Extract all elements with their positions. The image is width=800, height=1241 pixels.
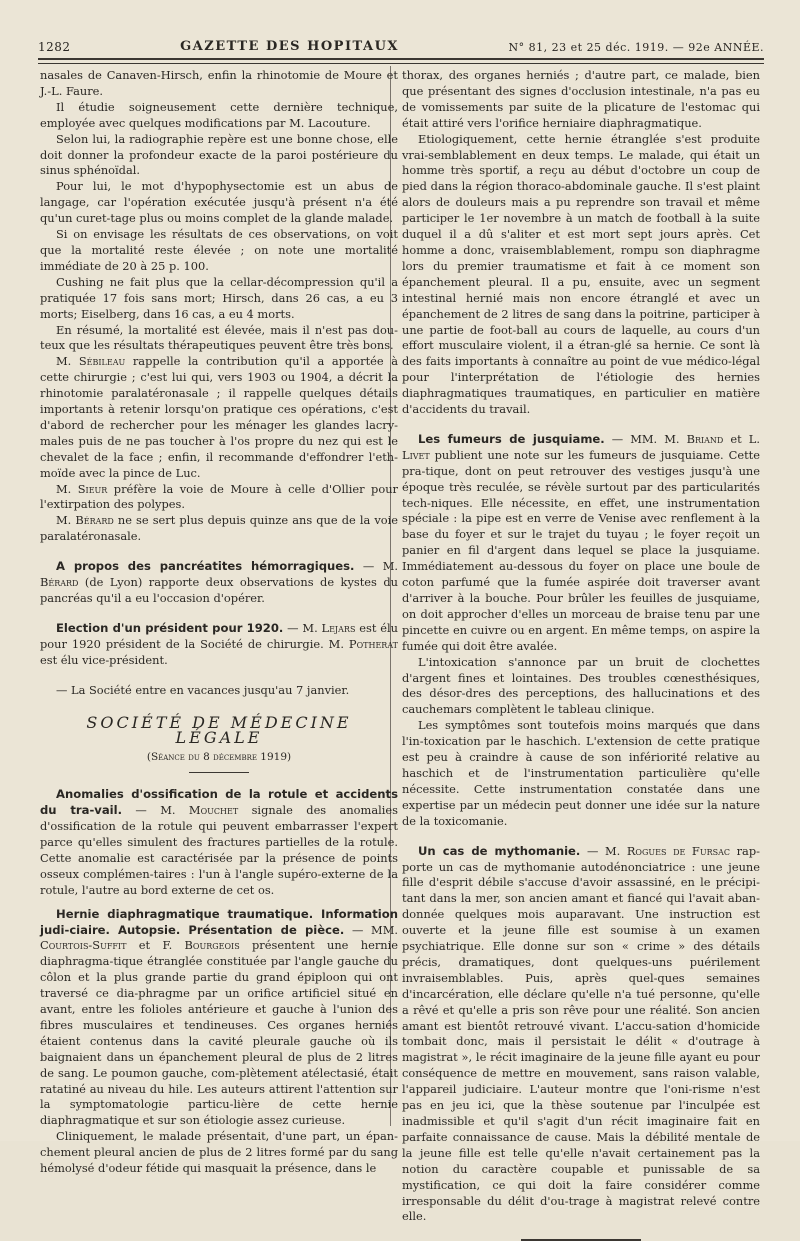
paragraph-text: et F. xyxy=(126,938,185,953)
paragraph: Selon lui, la radiographie repère est une bonne chose, elle doit donner la profondeur exacte de la paroi postérieure du sinus sphénoïdal. xyxy=(40,131,398,178)
paragraph-sebileau xyxy=(40,354,398,481)
paragraph-text: signale des anomalies d'ossification de la rotule qui peuvent embarrasser l'expert parce qu'elles simulent des fractures partielles de la rotule. Cette anomalie est caractérisée par la présence de points osseux complémen-taires : l'un à l'angle supéro-externe de la rotule, l'autre au bord externe de cet os. xyxy=(40,803,399,897)
header-rule xyxy=(38,58,764,64)
dash: — MM. xyxy=(344,922,398,937)
person-name: M. Bérard xyxy=(56,513,114,528)
person-name: Livet xyxy=(402,447,430,462)
right-column xyxy=(402,68,760,1241)
paragraph: Pour lui, le mot d'hypophysectomie est un abus de langage, car l'opération exécutée jusqu'à présent n'a été qu'un curet-tage plus ou moins complet de la glande malade. xyxy=(40,179,398,226)
section-subtitle: (Séance du 8 décembre 1919) xyxy=(146,751,292,764)
person-name: M. Sieur xyxy=(56,481,108,496)
person-name: Briand xyxy=(686,431,724,446)
person-name: Mouchet xyxy=(188,803,239,818)
dash: — M. xyxy=(580,843,627,858)
journal-title: GAZETTE DES HOPITAUX xyxy=(180,39,400,54)
article-pancreatites xyxy=(40,559,398,607)
paragraph-symptomes: Les symptômes sont toutefois moins marqués que dans l'in-toxication par le haschich. L'extension de cette pratique est peu à craindre à cause de son infériorité relative au haschich et de l'instrumentation particulière qu'elle nécessite. Cette instrumentation constatée dans une expertise par un médecin peut donner une idée sur la nature de la toxicomanie. xyxy=(402,718,760,828)
paragraph-text: rappelle la contribution qu'il a apportée à cette chirurgie ; c'est lui qui, vers 1903 ou 1904, a décrit la rhinotomie paralatéronasale ; il rappelle quelques détails importants à retenir lorsqu'on pratique ces opérations, c'est d'abord de rechercher pour les ménager les glandes lacry-males puis de ne pas toucher à l'os propre du nez qui est le chevalet de la face ; enfin, il recommande d'effondrer l'eth-moïde avec la pince de Luc. xyxy=(40,354,399,480)
paragraph-text: présentent une hernie diaphragma-tique étranglée constituée par l'angle gauche du côlon et la plus grande partie du grand épiploon qui ont traversé ce dia-phragme par un orifice artificiel situé en avant, entre les folioles antérieure et gauche à l'union des fibres musculaires et tendineuses. Ces organes herniés étaient contenus dans la cavité pleurale gauche où ils baignaient dans un épanchement pleural de plus de 2 litres de sang. Le poumon gauche, com-plètement atélectasié, était ratatiné au niveau du hile. Les auteurs attirent l'attention sur la symptomatologie particu-lière de cette hernie diaphragmatique et sur son étiologie assez curieuse. xyxy=(40,938,398,1128)
dash: — MM. M. xyxy=(604,431,687,446)
article-heading: Les fumeurs de jusquiame. xyxy=(418,431,605,446)
article-anomalies xyxy=(40,787,398,898)
section-rule xyxy=(189,772,249,773)
paragraph-text: et L. xyxy=(723,431,760,446)
paragraph-text: est élu vice-président. xyxy=(40,652,168,667)
issue-info: N° 81, 23 et 25 déc. 1919. — 92e ANNÉE. xyxy=(508,41,764,54)
dash: — M. xyxy=(283,620,322,635)
paragraph-sieur xyxy=(40,482,398,514)
article-heading: Anomalies d'ossification de la rotule et accidents du tra-vail. xyxy=(40,787,398,818)
paragraph-intoxication: L'intoxication s'annonce par un bruit de clochettes d'argent fines et lointaines. Des troubles cœnesthésiques, des désor-dres des perceptions, des hallucinations et des cauchemars complètent le tableau clinique. xyxy=(402,654,760,717)
paragraph-continuation: thorax, des organes herniés ; d'autre part, ce malade, bien que présentant des signes d'occlusion intestinale, n'a pas eu de vomissements par suite de la plicature de l'estomac qui était attiré vers l'orifice herniaire diaphragmatique. xyxy=(402,68,760,130)
person-name: Bourgeois xyxy=(184,938,240,953)
article-fumeurs xyxy=(402,432,760,655)
paragraph: En résumé, la mortalité est élevée, mais il n'est pas dou-teux que les résultats thérapeutiques peuvent être très bons. xyxy=(40,322,398,353)
article-hernie xyxy=(40,907,398,1130)
article-heading: Un cas de mythomanie. xyxy=(418,843,581,858)
left-column xyxy=(40,68,398,1177)
article-election xyxy=(40,621,398,669)
paragraph-text: ne se sert plus depuis quinze ans que de la voie paralatéronasale. xyxy=(40,513,398,544)
paragraph: nasales de Canaven-Hirsch, enfin la rhinotomie de Moure et J.-L. Faure. xyxy=(40,68,398,98)
person-name: Lejars xyxy=(321,620,356,635)
person-name: Courtois-Suffit xyxy=(40,938,127,953)
article-mythomanie xyxy=(402,844,760,1226)
person-name: Rogues de Fursac xyxy=(626,843,730,858)
article-heading: Election d'un président pour 1920. xyxy=(56,620,284,635)
paragraph-text: préfère la voie de Moure à celle d'Ollier pour l'extirpation des polypes. xyxy=(40,481,398,512)
page-number: 1282 xyxy=(38,40,71,54)
person-name: Potherat xyxy=(348,636,398,651)
paragraph-text: rap-porte un cas de mythomanie autodénonciatrice : une jeune fille d'esprit débile s'accuse d'avoir assassiné, en le précipi-tant dans la mer, son ancien amant et fiancé qui l'avait aban-donnée quelques mois auparavant. Une instruction est ouverte et la jeune fille est soumise à un examen psychiatrique. Elle donne sur son « crime » des détails précis, dramatiques, dont quelques-uns puérilement invraisemblables. Puis, après quel-ques semaines d'incarcération, elle déclare qu'elle n'a tué personne, qu'elle a rêvé et qu'elle a pris son rêve pour une réalité. Son ancien amant est bientôt retrouvé vivant. L'accu-sation d'homicide tombait donc, mais il persistait le délit « d'outrage à magistrat », le récit imaginaire de la jeune fille ayant eu pour conséquence de mettre en mouvement, sans raison valable, l'appareil judiciaire. L'auteur montre que l'oni-risme n'est pas en jeu ici, que la thèse soutenue par l'inculpée est inadmissible et qu'il s'agit d'un récit imaginaire fait en parfaite connaissance de cause. Mais la débilité mentale de la jeune fille est telle qu'elle n'avait certainement pas la notion du caractère coupable et punissable de sa mystification, ce qui doit la faire considérer comme irresponsable du délit d'ou-trage à magistrat relevé contre elle. xyxy=(402,843,760,1224)
person-name: Bérard xyxy=(40,575,79,590)
paragraph-text: publient une note sur les fumeurs de jusquiame. Cette pra-tique, dont on peut retrouver des vestiges jusqu'à une époque très reculée, se révèle surtout par des particularités tech-niques. Elle nécessite, en effet, une instrumentation spéciale : la pipe est en verre de Venise avec renflement à la base du foyer et sur le trajet du tuyau ; le foyer reçoit un panier en fil d'argent dans lequel se place la jusquiame. Immédiatement au-dessous du foyer on place une boule de coton parfumé que la fumée aspirée doit traverser avant d'arriver à la bouche. Pour brûler les feuilles de jusquiame, on doit approcher d'elles un morceau de braise tenu par une pincette en cuivre ou en argent. En même temps, on aspire la fumée qui doit être avalée. xyxy=(402,447,760,653)
dash: — M. xyxy=(122,803,189,818)
page-header xyxy=(38,28,764,54)
paragraph-text: (de Lyon) rapporte deux observations de kystes du pancréas qu'il a eu l'occasion d'opérer. xyxy=(40,575,398,605)
article-heading: Hernie diaphragmatique traumatique. Information judi-ciaire. Autopsie. Présentation de pièce. xyxy=(40,906,398,937)
paragraph: Si on envisage les résultats de ces observations, on voit que la mortalité reste élevée ; on note une mortalité immédiate de 20 à 25 p. 100. xyxy=(40,227,398,273)
paragraph-vacances: — La Société entre en vacances jusqu'au 7 janvier. xyxy=(56,682,350,697)
paragraph-clinique: Cliniquement, le malade présentait, d'une part, un épan-chement pleural ancien de plus de 2 litres formé par du sang hémolysé d'odeur fétide qui masquait la présence, dans le xyxy=(40,1129,398,1176)
article-heading: A propos des pancréatites hémorragiques. xyxy=(56,559,355,574)
paragraph-berard xyxy=(40,513,398,545)
dash: — M. xyxy=(354,559,399,574)
paragraph: Cushing ne fait plus que la cellar-décompression qu'il a pratiquée 17 fois sans mort; Hirsch, dans 26 cas, a eu 3 morts; Eiselberg, dans 16 cas, a eu 4 morts. xyxy=(40,274,398,321)
person-name: M. Sébileau xyxy=(56,354,126,369)
paragraph-text: est élu pour 1920 président de la Société de chirurgie. M. xyxy=(40,620,398,651)
paragraph-etiologie: Etiologiquement, cette hernie étranglée s'est produite vrai-semblablement en deux temps. Le malade, qui était un homme très sportif, a reçu au début d'octobre un coup de pied dans la région thoraco-abdominale gauche. Il s'est plaint alors de douleurs mais a pu reprendre son travail et même participer le 1er novembre à un match de football à la suite duquel il a dû s'aliter et est mort sept jours après. Cet homme a donc, vraisemblablement, rompu son diaphragme lors du premier traumatisme et fait à ce moment son épanchement pleural. Il a pu, ensuite, avec un segment intestinal hernié mais non encore étranglé et avec un épanchement de 2 litres de sang dans la poitrine, participer à une partie de foot-ball au cours de laquelle, au cours d'un effort musculaire violent, il a étran-glé sa hernie. Ce sont là des faits importants à connaître au point de vue médico-légal pour l'interprétation de l'étiologie des hernies diaphragmatiques traumatiques, en particulier en matière d'accidents du travail. xyxy=(402,131,760,417)
paragraph: Il étudie soigneusement cette dernière technique, employée avec quelques modifications par M. Lacouture. xyxy=(40,99,398,130)
section-title: SOCIÉTÉ DE MÉDECINE LÉGALE xyxy=(86,712,352,748)
